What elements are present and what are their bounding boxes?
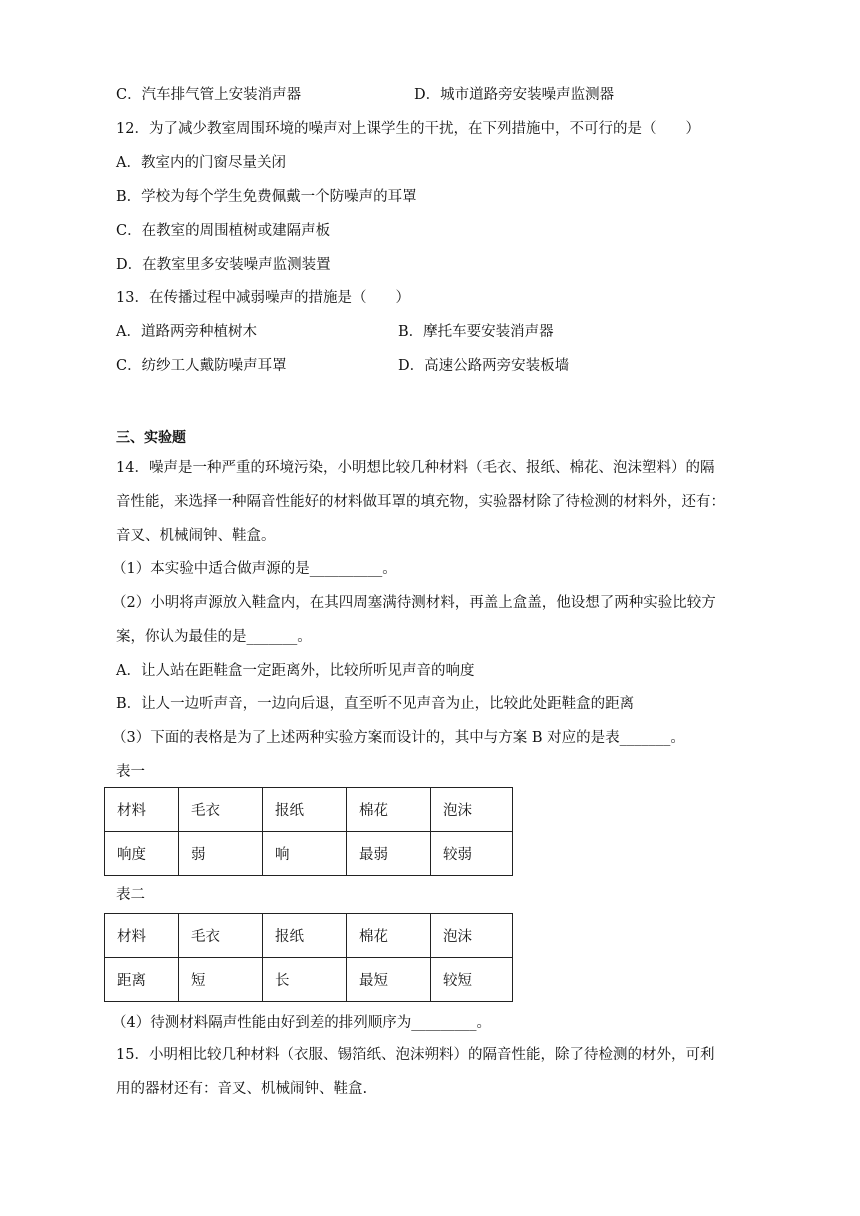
table-cell: 毛衣 (179, 914, 263, 958)
table-cell: 材料 (105, 914, 179, 958)
table-row (105, 832, 513, 876)
q13-option-c: C．纺纱工人戴防噪声耳罩 (116, 358, 287, 374)
table-cell: 泡沫 (431, 914, 513, 958)
q11-option-c: C．汽车排气管上安装消声器 (116, 87, 302, 103)
table-cell: 棉花 (347, 914, 431, 958)
table-cell: 棉花 (347, 788, 431, 832)
q14-part2-option-b: B．让人一边听声音，一边向后退，直至听不见声音为止，比较此处距鞋盒的距离 (116, 696, 635, 712)
q12-option-a: A．教室内的门窗尽量关闭 (116, 155, 286, 171)
table1-title: 表一 (116, 764, 145, 780)
q15-stem-line1: 15．小明相比较几种材料（衣服、锡箔纸、泡沫朔料）的隔音性能，除了待检测的材外，可利 (116, 1047, 715, 1063)
q12-option-d: D．在教室里多安装噪声监测装置 (116, 257, 331, 273)
q14-part4: （4）待测材料隔声性能由好到差的排列顺序为_________。 (112, 1015, 491, 1031)
table-cell: 材料 (105, 788, 179, 832)
table-cell: 距离 (105, 958, 179, 1002)
q14-part2-option-a: A．让人站在距鞋盒一定距离外，比较所听见声音的响度 (116, 663, 475, 679)
table-cell: 最短 (347, 958, 431, 1002)
q14-stem-line2: 音性能，来选择一种隔音性能好的材料做耳罩的填充物，实验器材除了待检测的材料外，还有： (116, 494, 725, 510)
q14-part1: （1）本实验中适合做声源的是__________。 (112, 561, 397, 577)
q14-stem-line3: 音叉、机械闹钟、鞋盒。 (116, 528, 276, 544)
q13-stem: 13．在传播过程中减弱噪声的措施是（ ） (116, 290, 410, 306)
table-row (105, 788, 513, 832)
q12-option-c: C．在教室的周围植树或建隔声板 (116, 223, 331, 239)
table-cell: 弱 (179, 832, 263, 876)
q13-option-a: A．道路两旁种植树木 (116, 324, 257, 340)
table-cell: 响 (263, 832, 347, 876)
table-cell: 毛衣 (179, 788, 263, 832)
section-heading: 三、实验题 (116, 430, 186, 446)
table-cell: 最弱 (347, 832, 431, 876)
table-cell: 响度 (105, 832, 179, 876)
q14-part2-line1: （2）小明将声源放入鞋盒内，在其四周塞满待测材料，再盖上盒盖，他设想了两种实验比较方 (112, 595, 716, 611)
q12-stem: 12．为了减少教室周围环境的噪声对上课学生的干扰，在下列措施中，不可行的是（ ） (116, 121, 700, 137)
q14-part2-line2: 案，你认为最佳的是_______。 (116, 629, 312, 645)
table-cell: 较弱 (431, 832, 513, 876)
table-cell: 泡沫 (431, 788, 513, 832)
table-two (104, 913, 513, 1002)
q13-option-d: D．高速公路两旁安装板墙 (398, 358, 570, 374)
q12-option-b: B．学校为每个学生免费佩戴一个防噪声的耳罩 (116, 189, 417, 205)
q15-stem-line2: 用的器材还有：音叉、机械闹钟、鞋盒. (116, 1081, 368, 1097)
table-row (105, 958, 513, 1002)
table-cell: 较短 (431, 958, 513, 1002)
table-cell: 报纸 (263, 788, 347, 832)
q11-option-d: D．城市道路旁安装噪声监测器 (414, 87, 615, 103)
table-one (104, 787, 513, 876)
table-cell: 长 (263, 958, 347, 1002)
q13-option-b: B．摩托车要安装消声器 (398, 324, 554, 340)
table2-title: 表二 (116, 887, 145, 903)
table-row (105, 914, 513, 958)
q14-part3: （3）下面的表格是为了上述两种实验方案而设计的，其中与方案 B 对应的是表_______。 (112, 730, 685, 746)
q14-stem-line1: 14．噪声是一种严重的环境污染，小明想比较几种材料（毛衣、报纸、棉花、泡沫塑料）的隔 (116, 460, 715, 476)
table-cell: 报纸 (263, 914, 347, 958)
table-cell: 短 (179, 958, 263, 1002)
